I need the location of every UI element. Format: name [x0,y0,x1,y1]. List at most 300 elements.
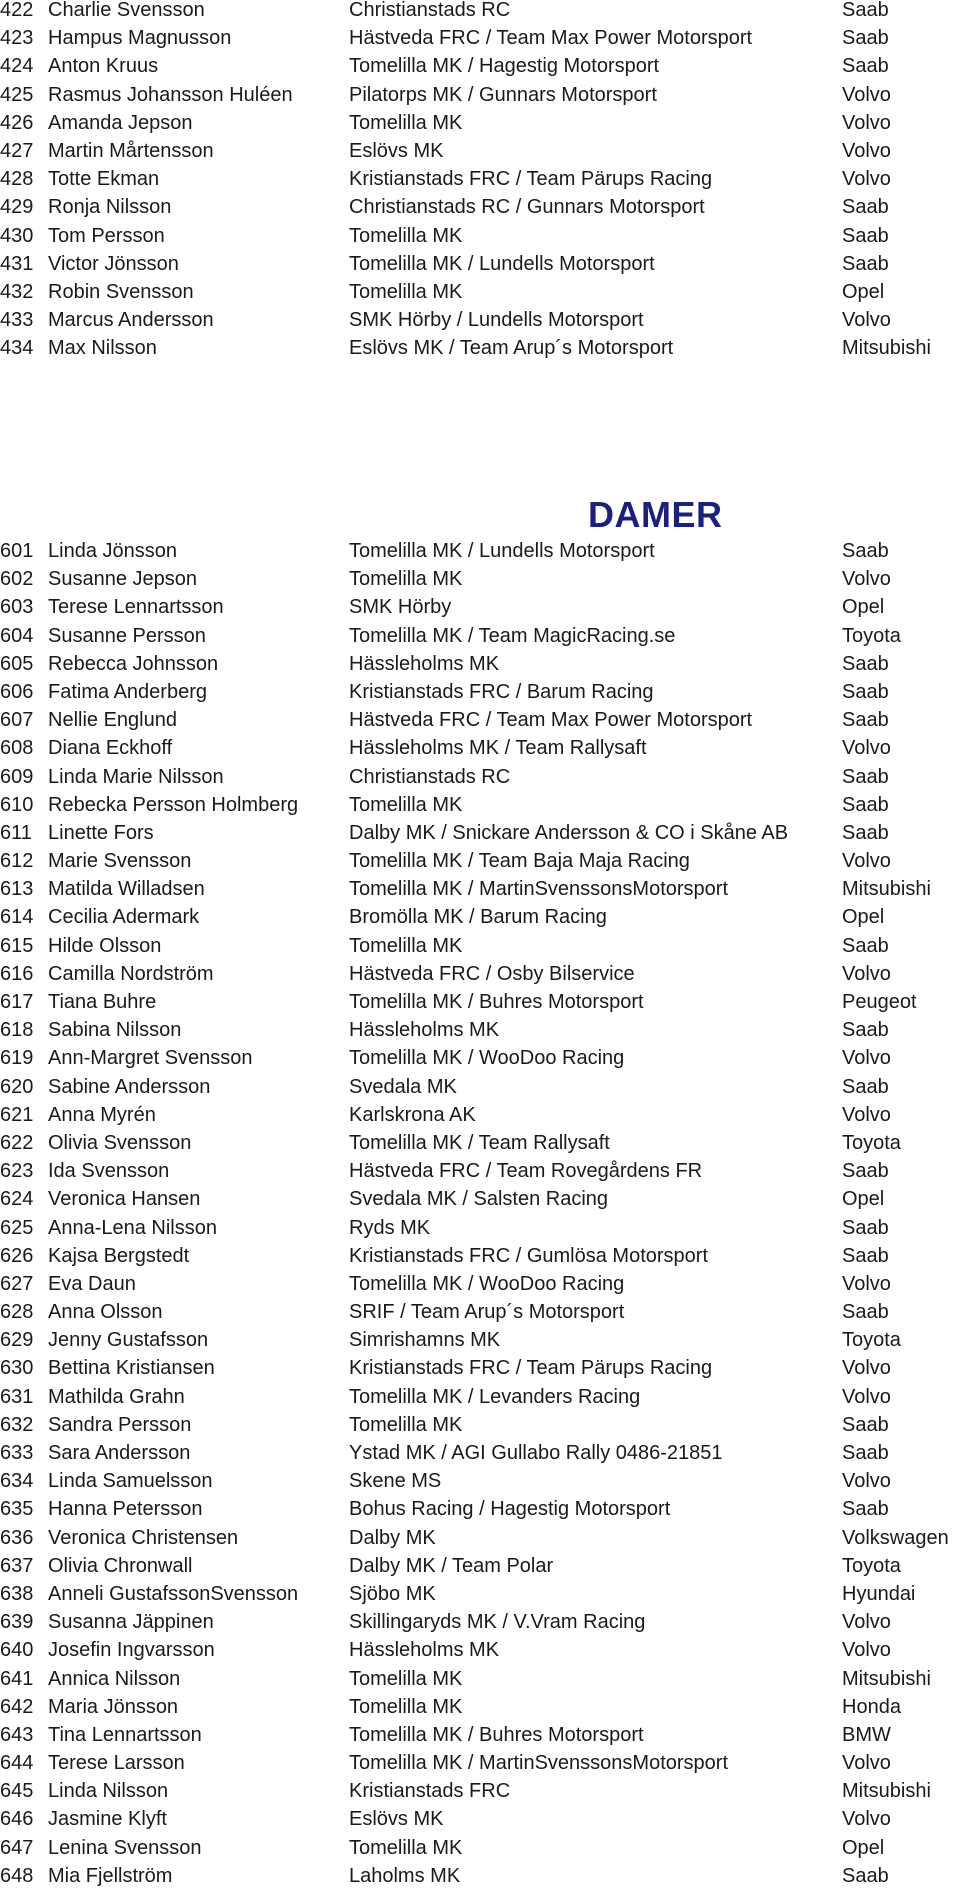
entry-row [0,791,960,819]
entry-name: Josefin Ingvarsson [48,1639,215,1662]
entry-name: Sabina Nilsson [48,1019,182,1042]
entry-club: Bromölla MK / Barum Racing [349,906,607,929]
entry-row [0,109,960,137]
entry-brand: Opel [842,1836,885,1859]
entry-row [0,847,960,875]
entry-brand: Volkswagen [842,1526,949,1549]
entry-num: 428 [0,168,34,191]
entry-club: Kristianstads FRC / Team Pärups Racing [349,168,713,191]
entry-brand: Opel [842,280,885,303]
entry-brand: Saab [842,765,889,788]
entry-brand: Volvo [842,168,891,191]
entry-num: 423 [0,27,34,50]
entry-row [0,960,960,988]
entry-name: Camilla Nordström [48,962,214,985]
entry-name: Anneli GustafssonSvensson [48,1582,299,1605]
entry-club: Tomelilla MK / Team Baja Maja Racing [349,850,690,873]
entry-row [0,52,960,80]
entry-club: Svedala MK / Salsten Racing [349,1188,609,1211]
entry-num: 608 [0,737,34,760]
entry-name: Jasmine Klyft [48,1808,167,1831]
entry-brand: Toyota [842,1131,901,1154]
entry-num: 637 [0,1554,34,1577]
entry-num: 604 [0,624,34,647]
entry-brand: Saab [842,27,889,50]
entry-num: 622 [0,1131,34,1154]
entry-row [0,565,960,593]
entry-num: 614 [0,906,34,929]
entry-club: SMK Hörby [349,596,452,619]
entry-club: Tomelilla MK / WooDoo Racing [349,1272,625,1295]
entry-name: Susanne Jepson [48,568,198,591]
entry-name: Matilda Willadsen [48,878,205,901]
entry-club: Tomelilla MK / Buhres Motorsport [349,1723,644,1746]
entry-club: Kristianstads FRC / Barum Racing [349,680,654,703]
entry-brand: Saab [842,709,889,732]
entry-club: Laholms MK [349,1864,461,1887]
entry-club: Ryds MK [349,1216,431,1239]
entry-name: Annica Nilsson [48,1667,181,1690]
entry-name: Olivia Svensson [48,1131,192,1154]
entry-brand: Saab [842,680,889,703]
entry-name: Lenina Svensson [48,1836,202,1859]
entry-name: Bettina Kristiansen [48,1357,215,1380]
entry-brand: Saab [842,1301,889,1324]
entry-brand: Opel [842,596,885,619]
entry-club: SMK Hörby / Lundells Motorsport [349,309,644,332]
entry-row [0,306,960,334]
entry-club: Svedala MK [349,1075,457,1098]
entry-name: Mia Fjellström [48,1864,173,1887]
entry-row [0,1777,960,1805]
entry-brand: Saab [842,793,889,816]
entry-num: 627 [0,1272,34,1295]
entry-num: 425 [0,83,34,106]
entry-row [0,1495,960,1523]
entry-num: 634 [0,1470,34,1493]
entry-club: Tomelilla MK [349,224,463,247]
entry-num: 615 [0,934,34,957]
entry-num: 626 [0,1244,34,1267]
entry-row [0,1185,960,1213]
entry-num: 620 [0,1075,34,1098]
entry-brand: Peugeot [842,991,917,1013]
entry-row [0,1383,960,1411]
entry-brand: Saab [842,1442,889,1464]
entry-club: Tomelilla MK [349,1413,463,1436]
entry-club: Dalby MK / Snickare Andersson & CO i Skåne AB [349,821,789,844]
entry-brand: Volvo [842,1808,891,1831]
entry-brand: Toyota [842,1329,901,1352]
entry-row [0,1101,960,1129]
entry-name: Hilde Olsson [48,934,162,957]
entry-name: Veronica Hansen [48,1188,201,1211]
entry-row [0,706,960,734]
entry-row [0,1862,960,1890]
entry-club: SRIF / Team Arup´s Motorsport [349,1301,625,1324]
entry-num: 431 [0,252,34,275]
entry-name: Terese Lennartsson [48,596,224,619]
entry-club: Ystad MK / AGI Gullabo Rally 0486-21851 [349,1442,723,1464]
entry-club: Tomelilla MK / Buhres Motorsport [349,991,644,1013]
entry-name: Anton Kruus [48,55,159,78]
entry-name: Ronja Nilsson [48,196,172,219]
entry-name: Marcus Andersson [48,309,214,332]
entry-name: Diana Eckhoff [48,737,173,760]
entry-brand: Saab [842,1864,889,1887]
entry-num: 602 [0,568,34,591]
entry-club: Hästveda FRC / Team Max Power Motorsport [349,27,753,50]
entry-name: Max Nilsson [48,337,157,360]
entry-num: 638 [0,1582,34,1605]
entry-num: 624 [0,1188,34,1211]
entry-name: Fatima Anderberg [48,680,207,703]
entry-num: 631 [0,1385,34,1408]
entry-num: 613 [0,878,34,901]
entry-club: Tomelilla MK / Hagestig Motorsport [349,55,660,78]
entry-row [0,1721,960,1749]
entry-row [0,24,960,52]
entry-brand: Volvo [842,139,891,162]
entry-name: Anna Myrén [48,1103,156,1126]
entry-brand: Saab [842,0,889,21]
entry-club: Christianstads RC [349,765,511,788]
entry-row [0,1016,960,1044]
entry-num: 611 [0,821,32,844]
entry-name: Charlie Svensson [48,0,205,21]
entry-club: Tomelilla MK [349,1695,463,1718]
entry-brand: Mitsubishi [842,1780,931,1803]
entry-club: Tomelilla MK [349,934,463,957]
entry-brand: Saab [842,224,889,247]
entry-num: 640 [0,1639,34,1662]
entry-brand: Toyota [842,1554,901,1577]
entry-row [0,988,960,1016]
entry-brand: Saab [842,1216,889,1239]
entry-brand: Saab [842,55,889,78]
entry-row [0,678,960,706]
entry-num: 645 [0,1780,34,1803]
entry-brand: Volvo [842,737,891,760]
entry-club: Tomelilla MK [349,111,463,134]
entry-club: Tomelilla MK [349,280,463,303]
entry-row [0,1242,960,1270]
entry-num: 623 [0,1160,34,1183]
entry-num: 625 [0,1216,34,1239]
entry-name: Linette Fors [48,821,154,844]
entry-row [0,650,960,678]
entry-name: Ida Svensson [48,1160,170,1183]
entry-club: Skene MS [349,1470,442,1493]
entry-brand: Saab [842,1244,889,1267]
entry-row [0,1044,960,1072]
entry-club: Bohus Racing / Hagestig Motorsport [349,1498,671,1521]
entry-brand: Saab [842,821,889,844]
entry-num: 429 [0,196,34,219]
entry-brand: Volvo [842,1752,891,1775]
entry-brand: Volvo [842,1047,891,1070]
entry-name: Marie Svensson [48,850,192,873]
entry-brand: Saab [842,1498,889,1521]
entry-num: 630 [0,1357,34,1380]
entry-club: Hästveda FRC / Osby Bilservice [349,962,635,985]
entry-num: 605 [0,652,34,675]
entry-name: Victor Jönsson [48,252,179,275]
entry-num: 632 [0,1413,34,1436]
entry-club: Simrishamns MK [349,1329,501,1352]
entry-row [0,1157,960,1185]
entry-num: 641 [0,1667,34,1690]
entry-row [0,1354,960,1382]
entry-row [0,1693,960,1721]
entry-row [0,1580,960,1608]
entry-num: 619 [0,1047,34,1070]
entry-name: Olivia Chronwall [48,1554,193,1577]
entry-name: Rebecca Johnsson [48,652,219,675]
entry-name: Tina Lennartsson [48,1723,202,1746]
entry-name: Eva Daun [48,1272,136,1295]
entry-club: Christianstads RC [349,0,511,21]
entry-num: 621 [0,1103,34,1126]
entry-club: Hästveda FRC / Team Rovegårdens FR [349,1160,703,1183]
entry-num: 433 [0,309,34,332]
entry-club: Tomelilla MK [349,1836,463,1859]
entry-name: Mathilda Grahn [48,1385,185,1408]
entry-row [0,1129,960,1157]
entry-brand: Hyundai [842,1582,916,1605]
entry-brand: Saab [842,934,889,957]
entry-brand: Volvo [842,1639,891,1662]
entry-club: Christianstads RC / Gunnars Motorsport [349,196,705,219]
entry-num: 644 [0,1752,34,1775]
entry-brand: Mitsubishi [842,1667,931,1690]
entry-row [0,1298,960,1326]
entry-brand: Volvo [842,1470,891,1493]
entry-brand: Saab [842,1019,889,1042]
entry-row [0,1411,960,1439]
entry-brand: Volvo [842,850,891,873]
entry-club: Eslövs MK / Team Arup´s Motorsport [349,337,674,360]
entry-row [0,193,960,221]
entry-name: Jenny Gustafsson [48,1329,209,1352]
entry-brand: Toyota [842,624,901,647]
entry-num: 430 [0,224,34,247]
entry-club: Sjöbo MK [349,1582,436,1605]
entry-club: Hässleholms MK [349,652,500,675]
entry-brand: Saab [842,1413,889,1436]
entry-brand: Volvo [842,1103,891,1126]
entry-row [0,81,960,109]
entry-club: Tomelilla MK [349,793,463,816]
entry-brand: Saab [842,540,889,562]
entry-num: 617 [0,991,34,1013]
entry-num: 633 [0,1442,34,1464]
entry-name: Sandra Persson [48,1413,192,1436]
entry-club: Tomelilla MK / Lundells Motorsport [349,252,655,275]
entry-brand: Saab [842,252,889,275]
entry-brand: Mitsubishi [842,878,931,901]
entry-club: Dalby MK [349,1526,436,1549]
entry-row [0,222,960,250]
entry-club: Hässleholms MK [349,1639,500,1662]
entry-name: Sabine Andersson [48,1075,211,1098]
entry-club: Skillingaryds MK / V.Vram Racing [349,1611,646,1634]
entry-brand: Saab [842,196,889,219]
entry-club: Pilatorps MK / Gunnars Motorsport [349,83,657,106]
entry-name: Tiana Buhre [48,991,157,1013]
entry-num: 642 [0,1695,34,1718]
entry-brand: Saab [842,1160,889,1183]
entry-row [0,137,960,165]
entry-num: 424 [0,55,34,78]
entry-num: 610 [0,793,34,816]
entry-num: 434 [0,337,34,360]
entry-row [0,1749,960,1777]
entry-club: Tomelilla MK / WooDoo Racing [349,1047,625,1070]
entry-num: 426 [0,111,34,134]
entry-name: Hanna Petersson [48,1498,203,1521]
entry-row [0,1552,960,1580]
entry-num: 422 [0,0,34,21]
entry-brand: Volvo [842,962,891,985]
entry-num: 648 [0,1864,34,1887]
entry-row [0,1439,960,1467]
entry-club: Kristianstads FRC / Gumlösa Motorsport [349,1244,708,1267]
entry-club: Tomelilla MK / Levanders Racing [349,1385,641,1408]
entry-brand: Volvo [842,83,891,106]
entry-row [0,1326,960,1354]
entry-name: Susanna Jäppinen [48,1611,214,1634]
entry-club: Eslövs MK [349,139,444,162]
entry-brand: Volvo [842,309,891,332]
entry-brand: Saab [842,652,889,675]
entry-num: 601 [0,540,34,562]
entry-num: 618 [0,1019,34,1042]
entry-row [0,1805,960,1833]
entry-brand: Volvo [842,111,891,134]
entry-club: Kristianstads FRC / Team Pärups Racing [349,1357,713,1380]
entry-num: 646 [0,1808,34,1831]
entry-brand: Opel [842,906,885,929]
entry-name: Kajsa Bergstedt [48,1244,190,1267]
entry-row [0,537,960,565]
entry-row [0,1214,960,1242]
entry-name: Totte Ekman [48,168,160,191]
entry-brand: Honda [842,1695,901,1718]
entry-row [0,875,960,903]
entry-name: Cecilia Adermark [48,906,200,929]
entry-club: Eslövs MK [349,1808,444,1831]
entry-name: Linda Jönsson [48,540,177,562]
entry-num: 603 [0,596,34,619]
entry-brand: Volvo [842,1357,891,1380]
entry-name: Sara Andersson [48,1442,191,1464]
entry-club: Kristianstads FRC [349,1780,511,1803]
entry-brand: BMW [842,1723,891,1746]
entry-num: 636 [0,1526,34,1549]
entry-num: 609 [0,765,34,788]
entry-row [0,1608,960,1636]
entry-club: Tomelilla MK / Lundells Motorsport [349,540,655,562]
entry-brand: Volvo [842,1611,891,1634]
entry-num: 643 [0,1723,34,1746]
entry-name: Susanne Persson [48,624,206,647]
entry-num: 427 [0,139,34,162]
entry-num: 432 [0,280,34,303]
entry-row [0,1524,960,1552]
entry-row [0,1636,960,1664]
entry-num: 629 [0,1329,34,1352]
entry-brand: Volvo [842,568,891,591]
entry-row [0,622,960,650]
entry-club: Tomelilla MK / MartinSvenssonsMotorsport [349,1752,729,1775]
entry-row [0,334,960,362]
entry-club: Tomelilla MK / Team Rallysaft [349,1131,610,1154]
entry-name: Veronica Christensen [48,1526,239,1549]
entry-num: 635 [0,1498,34,1521]
entry-row [0,0,960,24]
entry-row [0,1665,960,1693]
entry-brand: Volvo [842,1385,891,1408]
entry-row [0,165,960,193]
entry-row [0,278,960,306]
entry-brand: Volvo [842,1272,891,1295]
entry-club: Tomelilla MK [349,1667,463,1690]
entry-club: Tomelilla MK / MartinSvenssonsMotorsport [349,878,729,901]
entry-name: Maria Jönsson [48,1695,179,1718]
entry-club: Hästveda FRC / Team Max Power Motorsport [349,709,753,732]
entry-name: Hampus Magnusson [48,27,232,50]
entry-name: Anna-Lena Nilsson [48,1216,217,1239]
entry-name: Nellie Englund [48,709,177,732]
entry-row [0,819,960,847]
entry-name: Tom Persson [48,224,165,247]
entry-brand: Saab [842,1075,889,1098]
entry-club: Karlskrona AK [349,1103,476,1126]
entry-row [0,1467,960,1495]
entry-row [0,250,960,278]
section-heading-damer: DAMER [588,494,723,535]
entry-club: Dalby MK / Team Polar [349,1554,554,1577]
entry-num: 639 [0,1611,34,1634]
entry-num: 616 [0,962,34,985]
entry-num: 647 [0,1836,34,1859]
entry-name: Anna Olsson [48,1301,163,1324]
entry-row [0,1270,960,1298]
entry-row [0,734,960,762]
entry-list-section-1 [0,0,960,362]
entry-num: 607 [0,709,34,732]
entry-row [0,763,960,791]
entry-name: Linda Samuelsson [48,1470,213,1493]
entry-club: Hässleholms MK / Team Rallysaft [349,737,647,760]
entry-num: 612 [0,850,34,873]
entry-name: Rasmus Johansson Huléen [48,83,293,106]
entry-name: Robin Svensson [48,280,194,303]
entry-num: 628 [0,1301,34,1324]
entry-club: Hässleholms MK [349,1019,500,1042]
entry-name: Ann-Margret Svensson [48,1047,253,1070]
entry-name: Linda Marie Nilsson [48,765,224,788]
entry-name: Terese Larsson [48,1752,185,1775]
entry-club: Tomelilla MK [349,568,463,591]
entry-row [0,903,960,931]
entry-name: Rebecka Persson Holmberg [48,793,299,816]
entry-row [0,932,960,960]
entry-row [0,1073,960,1101]
entry-list-section-damer [0,537,960,1890]
entry-row [0,1834,960,1862]
